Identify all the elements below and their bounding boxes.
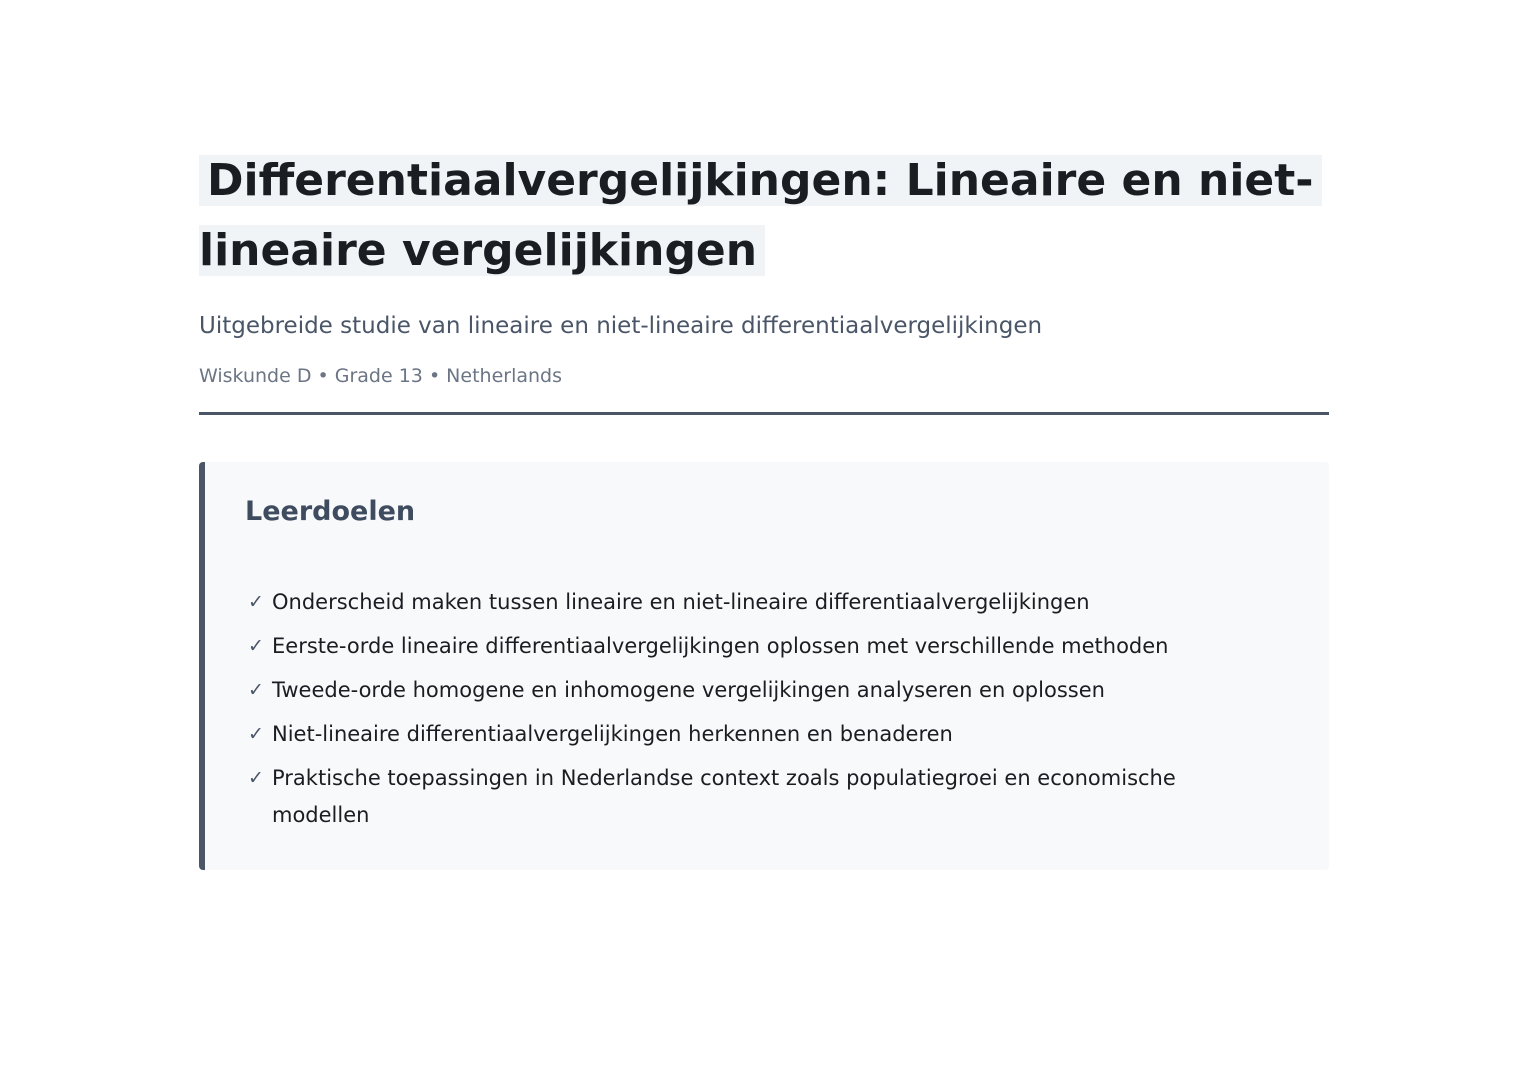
page-subtitle: Uitgebreide studie van lineaire en niet-lineaire differentiaalvergelijkingen <box>199 313 1043 339</box>
list-item <box>245 716 1212 753</box>
check-icon: ✓ <box>248 767 264 789</box>
check-icon: ✓ <box>248 591 264 613</box>
document-page <box>199 146 1329 870</box>
list-item <box>245 584 1212 621</box>
check-icon: ✓ <box>248 679 264 701</box>
page-title-line-2: lineaire vergelijkingen <box>199 225 765 276</box>
page-title-line-1: Differentiaalvergelijkingen: Lineaire en niet- <box>199 155 1322 206</box>
check-icon: ✓ <box>248 635 264 657</box>
header-divider <box>199 412 1329 415</box>
check-icon: ✓ <box>248 723 264 745</box>
learning-objectives-heading: Leerdoelen <box>245 496 416 527</box>
learning-objectives-list <box>245 584 1289 834</box>
list-item-text: Tweede-orde homogene en inhomogene vergelijkingen analyseren en oplossen <box>272 678 1105 702</box>
list-item-text: Praktische toepassingen in Nederlandse context zoals populatiegroei en economische modellen <box>272 766 1176 827</box>
list-item-text: Eerste-orde lineaire differentiaalvergelijkingen oplossen met verschillende methoden <box>272 634 1169 658</box>
course-meta: Wiskunde D • Grade 13 • Netherlands <box>199 365 563 387</box>
list-item-text: Niet-lineaire differentiaalvergelijkingen herkennen en benaderen <box>272 722 953 746</box>
list-item <box>245 760 1212 834</box>
list-item <box>245 628 1212 665</box>
learning-objectives-box <box>199 462 1329 870</box>
page-title <box>199 146 1329 286</box>
list-item-text: Onderscheid maken tussen lineaire en niet-lineaire differentiaalvergelijkingen <box>272 590 1090 614</box>
list-item <box>245 672 1212 709</box>
